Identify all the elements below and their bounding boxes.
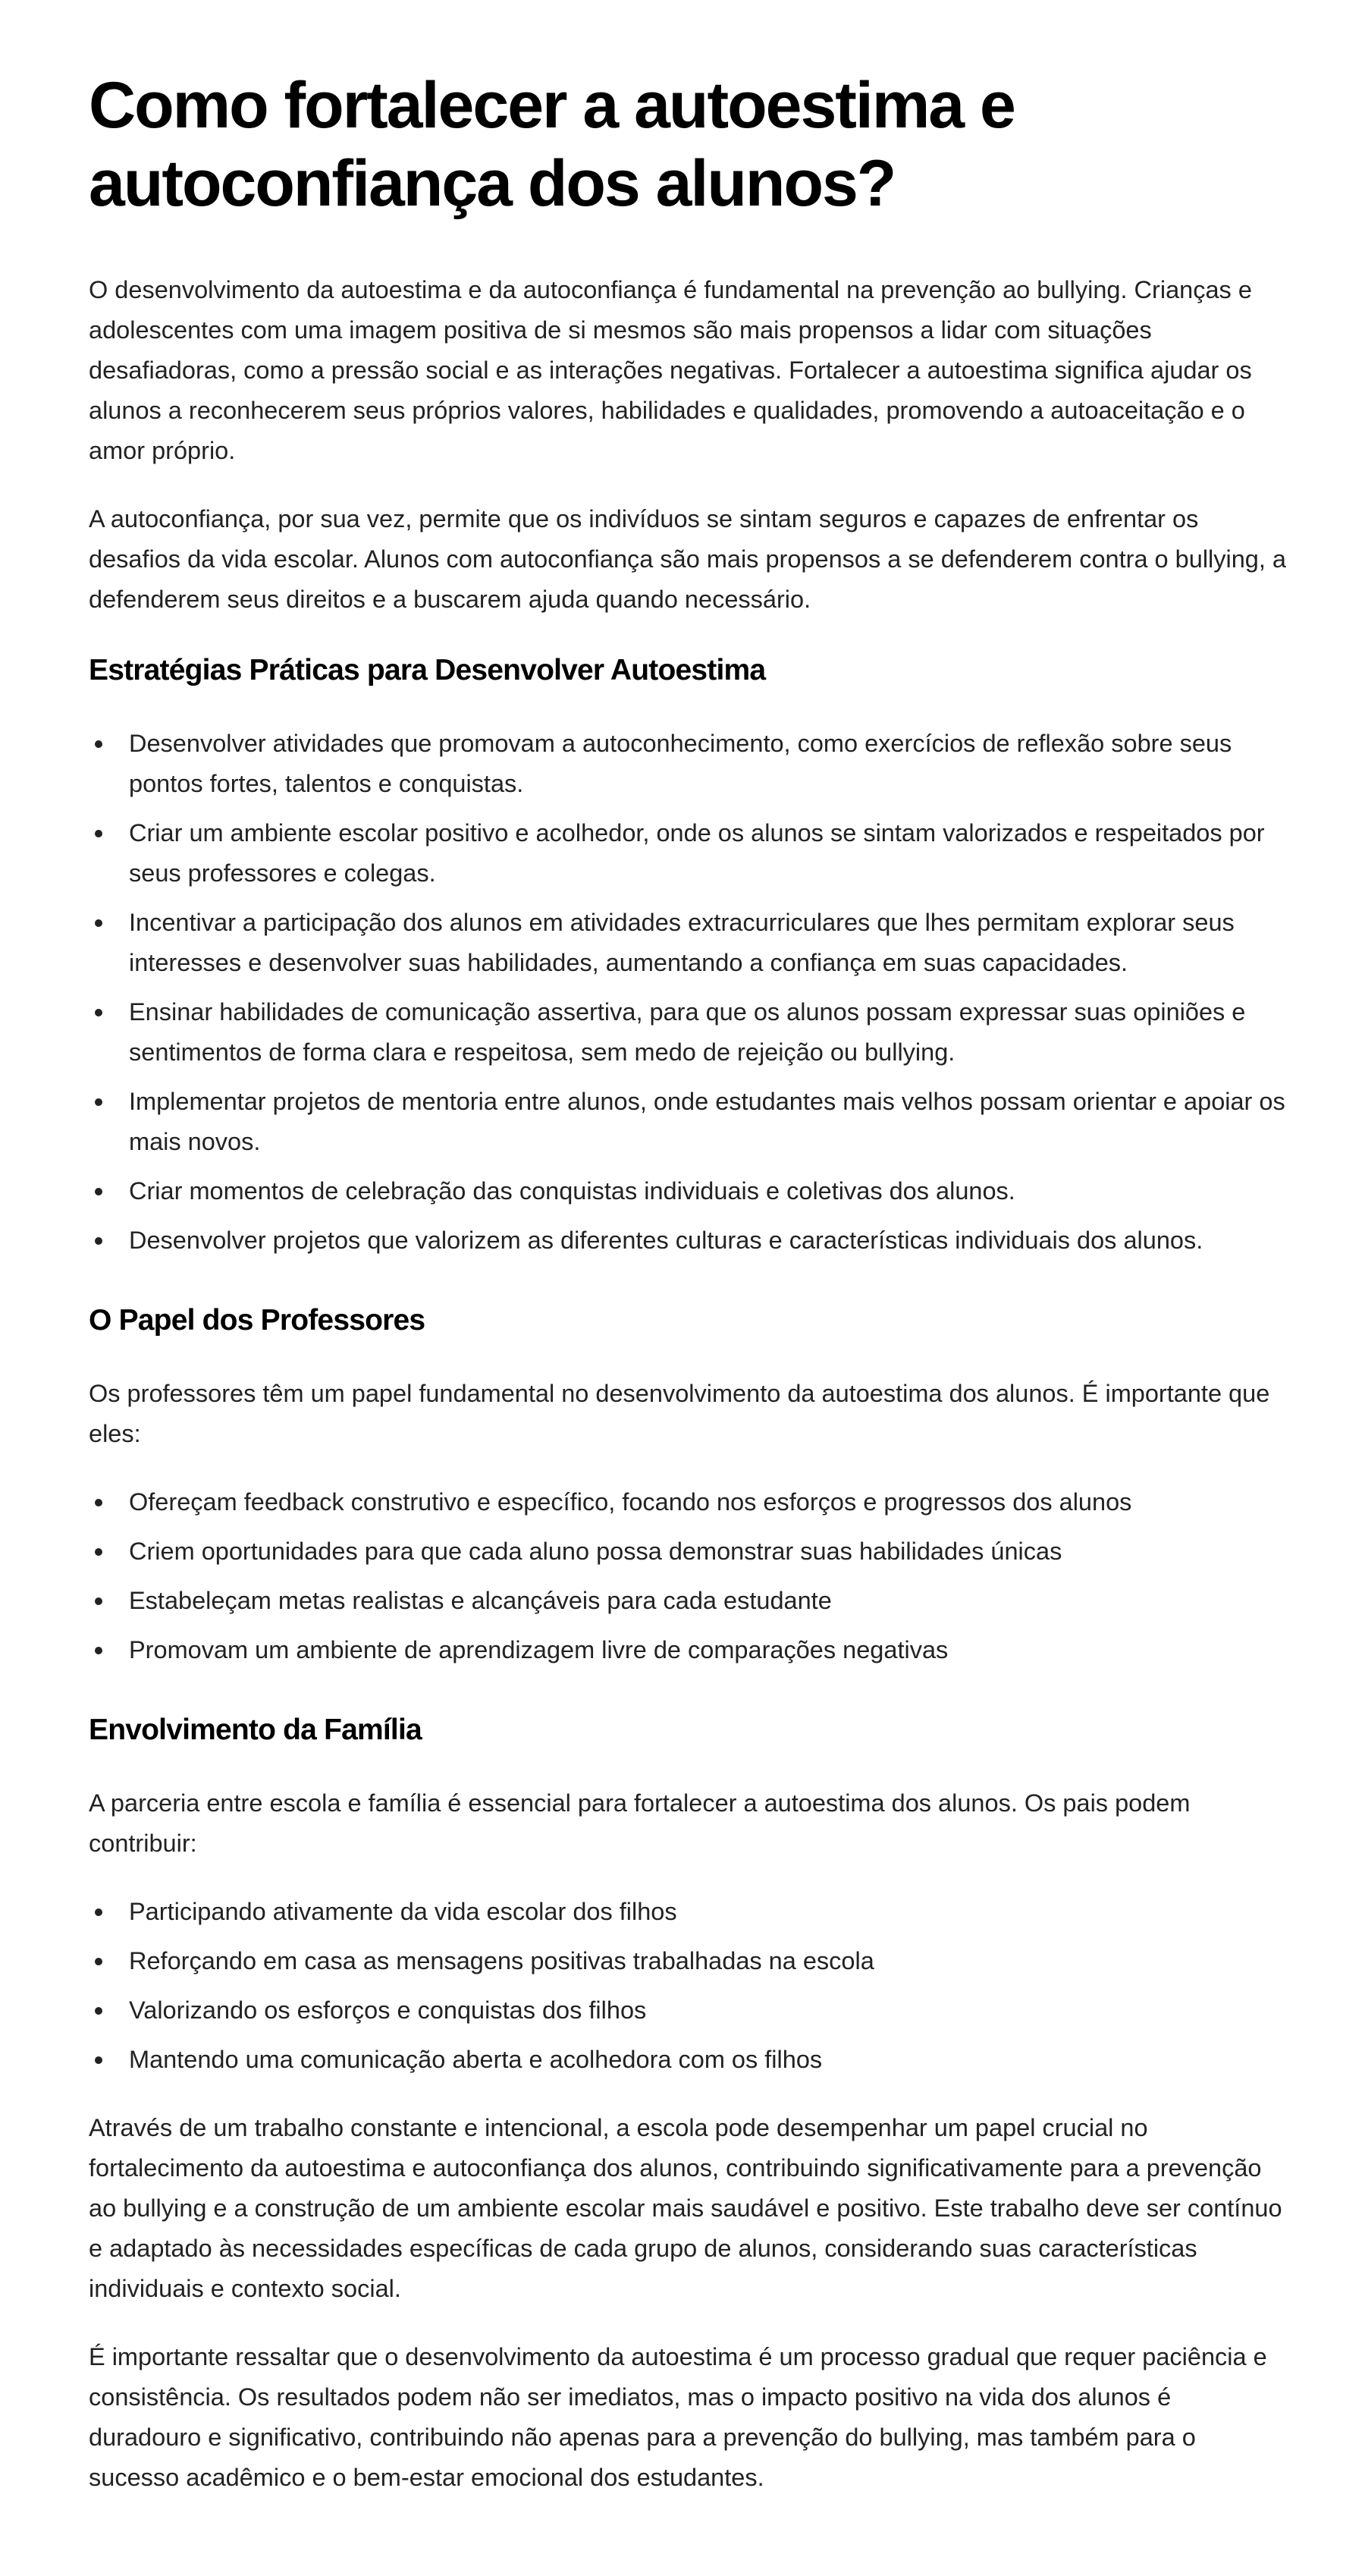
bullet-icon — [95, 1908, 102, 1916]
bullet-icon — [95, 1499, 102, 1506]
intro-paragraph-1: O desenvolvimento da autoestima e da autoconfiança é fundamental na prevenção ao bullying. Crianças e adolescentes com uma imagem positiva de si mesmos são mais propensos a lidar com situações desafiadoras, como a pressão social e as interações negativas. Fortalecer a autoestima significa ajudar os alunos a reconhecerem seus próprios valores, habilidades e qualidades, promovendo a autoaceitação e o amor próprio. — [89, 276, 1252, 464]
list-item-text: Implementar projetos de mentoria entre alunos, onde estudantes mais velhos possam orientar e apoiar os mais novos. — [129, 1088, 1285, 1155]
list-item — [89, 992, 1289, 1073]
bullet-icon — [95, 2007, 102, 2015]
section-heading-teachers: O Papel dos Professores — [89, 1304, 425, 1337]
list-item — [89, 2040, 1289, 2080]
strategies-list — [89, 724, 1289, 1261]
section-heading-strategies: Estratégias Práticas para Desenvolver Autoestima — [89, 654, 766, 686]
section-heading-family: Envolvimento da Família — [89, 1714, 422, 1746]
list-item-text: Ofereçam feedback construtivo e específico, focando nos esforços e progressos dos alunos — [129, 1488, 1132, 1516]
teachers-list — [89, 1482, 1289, 1670]
list-item — [89, 1531, 1289, 1572]
family-lead-paragraph: A parceria entre escola e família é essencial para fortalecer a autoestima dos alunos. Os pais podem contribuir: — [89, 1789, 1191, 1857]
list-item — [89, 1220, 1289, 1261]
bullet-icon — [95, 740, 102, 748]
list-item-text: Criar momentos de celebração das conquistas individuais e coletivas dos alunos. — [129, 1177, 1015, 1205]
section-teachers — [89, 1300, 1289, 1670]
list-item — [89, 1941, 1289, 1981]
list-item — [89, 1082, 1289, 1162]
list-item — [89, 903, 1289, 983]
bullet-icon — [95, 919, 102, 927]
list-item-text: Valorizando os esforços e conquistas dos filhos — [129, 1996, 647, 2024]
section-family — [89, 1710, 1289, 2080]
list-item — [89, 724, 1289, 804]
list-item — [89, 1630, 1289, 1670]
list-item-text: Reforçando em casa as mensagens positivas trabalhadas na escola — [129, 1947, 874, 1974]
bullet-icon — [95, 1098, 102, 1106]
list-item-text: Participando ativamente da vida escolar dos filhos — [129, 1898, 677, 1925]
list-item-text: Desenvolver atividades que promovam a autoconhecimento, como exercícios de reflexão sobre seus pontos fortes, talentos e conquistas. — [129, 730, 1232, 797]
list-item-text: Promovam um ambiente de aprendizagem livre de comparações negativas — [129, 1636, 949, 1663]
teachers-lead-paragraph: Os professores têm um papel fundamental no desenvolvimento da autoestima dos alunos. É importante que eles: — [89, 1380, 1270, 1447]
bullet-icon — [95, 830, 102, 837]
list-item — [89, 1892, 1289, 1932]
list-item — [89, 813, 1289, 894]
family-list — [89, 1892, 1289, 2080]
bullet-icon — [95, 1647, 102, 1654]
section-strategies — [89, 650, 1289, 1261]
closing-paragraph-2: É importante ressaltar que o desenvolvimento da autoestima é um processo gradual que requer paciência e consistência. Os resultados podem não ser imediatos, mas o impacto positivo na vida dos alunos é duradouro e significativo, contribuindo não apenas para a prevenção do bullying, mas também para o sucesso acadêmico e o bem-estar emocional dos estudantes. — [89, 2343, 1267, 2491]
list-item-text: Incentivar a participação dos alunos em atividades extracurriculares que lhes permitam explorar seus interesses e desenvolver suas habilidades, aumentando a confiança em suas capacidades. — [129, 909, 1235, 976]
bullet-icon — [95, 2056, 102, 2064]
list-item-text: Estabeleçam metas realistas e alcançáveis para cada estudante — [129, 1587, 832, 1614]
list-item-text: Ensinar habilidades de comunicação assertiva, para que os alunos possam expressar suas opiniões e sentimentos de forma clara e respeitosa, sem medo de rejeição ou bullying. — [129, 998, 1246, 1066]
list-item — [89, 1482, 1289, 1522]
bullet-icon — [95, 1188, 102, 1195]
bullet-icon — [95, 1597, 102, 1605]
list-item — [89, 1171, 1289, 1211]
bullet-icon — [95, 1958, 102, 1965]
list-item-text: Mantendo uma comunicação aberta e acolhedora com os filhos — [129, 2046, 823, 2073]
bullet-icon — [95, 1548, 102, 1556]
page-title: Como fortalecer a autoestima e autoconfiança dos alunos? — [89, 69, 1015, 220]
intro-paragraph-2: A autoconfiança, por sua vez, permite que os indivíduos se sintam seguros e capazes de enfrentar os desafios da vida escolar. Alunos com autoconfiança são mais propensos a se defenderem contra o bullying, a defenderem seus direitos e a buscarem ajuda quando necessário. — [89, 505, 1287, 613]
list-item-text: Criar um ambiente escolar positivo e acolhedor, onde os alunos se sintam valorizados e respeitados por seus professores e colegas. — [129, 819, 1265, 887]
bullet-icon — [95, 1237, 102, 1245]
list-item-text: Desenvolver projetos que valorizem as diferentes culturas e características individuais dos alunos. — [129, 1227, 1203, 1254]
bullet-icon — [95, 1009, 102, 1016]
list-item-text: Criem oportunidades para que cada aluno possa demonstrar suas habilidades únicas — [129, 1538, 1062, 1565]
closing-paragraph-1: Através de um trabalho constante e intencional, a escola pode desempenhar um papel crucial no fortalecimento da autoestima e autoconfiança dos alunos, contribuindo significativamente para a prevenção ao bullying e a construção de um ambiente escolar mais saudável e positivo. Este trabalho deve ser contínuo e adaptado às necessidades específicas de cada grupo de alunos, considerando suas características individuais e contexto social. — [89, 2114, 1282, 2302]
list-item — [89, 1990, 1289, 2031]
list-item — [89, 1581, 1289, 1621]
